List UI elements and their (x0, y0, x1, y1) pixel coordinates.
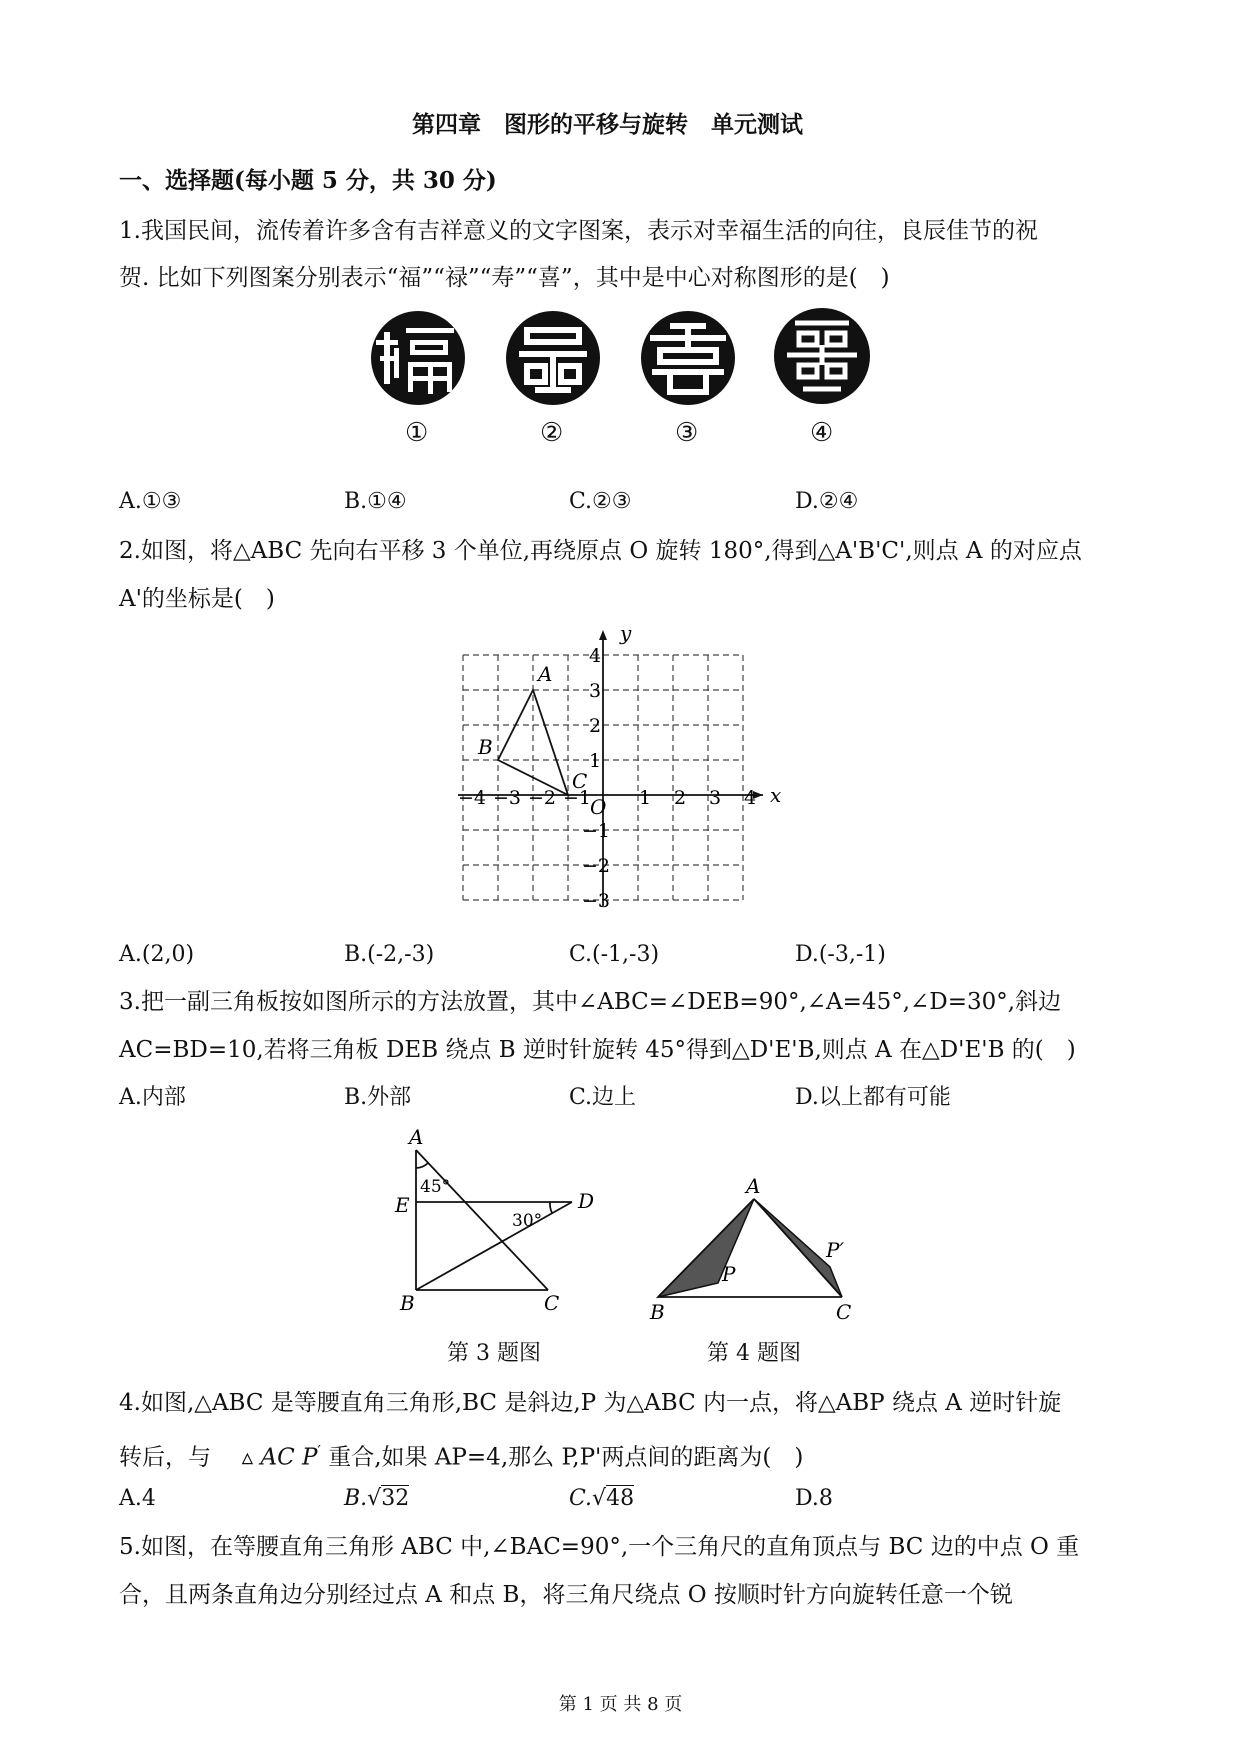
sqrt-icon: √ (592, 1486, 607, 1511)
y-tick: 1 (589, 750, 602, 772)
fig4-label-p-prime: P′ (826, 1238, 844, 1262)
q4-text-part-1: 转后，与 (119, 1444, 211, 1471)
question-3-line-2: AC=BD=10,若将三角板 DEB 绕点 B 逆时针旋转 45°得到△D'E'B,则点 A 在△D'E'B 的( ) (119, 1037, 1076, 1063)
fig3-label-e: E (395, 1193, 410, 1217)
fig3-label-a: A (409, 1125, 424, 1149)
seal-label-4: ④ (810, 418, 834, 448)
point-b-label: B (478, 735, 493, 759)
fig4-caption: 第 4 题图 (707, 1341, 801, 1366)
y-tick: −2 (582, 855, 611, 877)
page-title: 第四章 图形的平移与旋转 单元测试 (412, 111, 803, 138)
x-tick: 4 (744, 787, 757, 809)
q3-option-d[interactable]: D.以上都有可能 (795, 1085, 951, 1110)
q4-option-c-radicand: 48 (606, 1486, 635, 1511)
page-footer: 第 1 页 共 8 页 (558, 1694, 683, 1715)
y-tick: 3 (589, 680, 602, 702)
y-tick: −1 (582, 820, 611, 842)
q4-triangle-symbol: ▵ AC P (241, 1444, 318, 1471)
point-a-label: A (538, 662, 553, 686)
seal-xi-icon (773, 307, 871, 405)
sqrt-icon: √ (367, 1486, 382, 1511)
q1-option-d[interactable]: D.②④ (795, 489, 859, 514)
q4-prime-mark: ′ (317, 1442, 321, 1460)
q4-option-c[interactable] (569, 1484, 634, 1514)
x-tick: 1 (639, 787, 652, 809)
question-2-line-1: 2.如图，将△ABC 先向右平移 3 个单位,再绕原点 O 旋转 180°,得到△A'B'C',则点 A 的对应点 (119, 538, 1082, 564)
fig3-label-d: D (578, 1189, 595, 1213)
seal-label-3: ③ (675, 418, 699, 448)
q4-option-b-radicand: 32 (381, 1486, 410, 1511)
q3-option-b[interactable]: B.外部 (344, 1085, 412, 1110)
x-tick: 3 (709, 787, 722, 809)
fig3-label-b: B (400, 1291, 415, 1315)
x-tick: −3 (493, 787, 522, 809)
point-c-label: C (572, 769, 588, 793)
q1-option-a[interactable]: A.①③ (119, 489, 182, 514)
y-tick: 4 (589, 645, 602, 667)
question-4-line-2 (119, 1436, 803, 1473)
q3-option-c[interactable]: C.边上 (569, 1085, 637, 1110)
fig4-label-a: A (746, 1174, 761, 1198)
question-1-line-1: 1.我国民间，流传着许多含有吉祥意义的文字图案，表示对幸福生活的向往，良辰佳节的祝 (119, 218, 1038, 244)
seal-label-1: ① (405, 418, 429, 448)
question-3-line-1: 3.把一副三角板按如图所示的方法放置，其中∠ABC=∠DEB=90°,∠A=45°,∠D=30°,斜边 (119, 989, 1062, 1015)
section-heading: 一、选择题(每小题 5 分，共 30 分) (119, 167, 497, 194)
fig4-label-p: P (722, 1262, 736, 1286)
q2-option-b[interactable]: B.(-2,-3) (344, 942, 435, 967)
question-1-line-2: 贺. 比如下列图案分别表示“福”“禄”“寿”“喜”，其中是中心对称图形的是( ) (119, 265, 890, 291)
q4-text-part-2: 重合,如果 AP=4,那么 P,P'两点间的距离为( ) (328, 1444, 804, 1471)
fig4-label-b: B (650, 1300, 665, 1324)
fig3-angle-45: 45° (420, 1177, 451, 1197)
y-tick: −3 (582, 890, 611, 912)
question-4-line-1: 4.如图,△ABC 是等腰直角三角形,BC 是斜边,P 为△ABC 内一点，将△ABP 绕点 A 逆时针旋 (119, 1390, 1062, 1416)
fig3-label-c: C (544, 1291, 560, 1315)
seal-fu-icon (370, 310, 466, 406)
q4-option-d[interactable]: D.8 (795, 1486, 833, 1511)
q2-coordinate-grid (458, 621, 788, 916)
q4-triangle-figure (650, 1174, 870, 1325)
q4-option-c-prefix: C. (569, 1486, 593, 1511)
q3-option-a[interactable]: A.内部 (119, 1085, 186, 1110)
q4-option-a[interactable]: A.4 (119, 1486, 156, 1511)
seal-label-2: ② (540, 418, 564, 448)
origin-label: O (590, 795, 607, 819)
x-axis-label: x (770, 783, 782, 807)
y-tick: 2 (589, 715, 602, 737)
q2-option-c[interactable]: C.(-1,-3) (569, 942, 660, 967)
x-tick: −2 (528, 787, 557, 809)
question-2-line-2: A'的坐标是( ) (119, 586, 275, 612)
fig3-caption: 第 3 题图 (447, 1341, 541, 1366)
q4-option-b[interactable] (344, 1484, 409, 1514)
seal-lu-icon (505, 310, 601, 406)
q2-option-a[interactable]: A.(2,0) (119, 942, 195, 967)
q2-option-d[interactable]: D.(-3,-1) (795, 942, 886, 967)
q4-option-b-prefix: B. (344, 1486, 368, 1511)
q3-triangle-figure (390, 1125, 610, 1315)
seal-shou-icon (640, 310, 736, 406)
question-5-line-1: 5.如图，在等腰直角三角形 ABC 中,∠BAC=90°,一个三角尺的直角顶点与 BC 边的中点 O 重 (119, 1534, 1080, 1560)
question-5-line-2: 合，且两条直角边分别经过点 A 和点 B，将三角尺绕点 O 按顺时针方向旋转任意一个锐 (119, 1582, 1013, 1608)
y-axis-label: y (620, 621, 632, 645)
x-tick: −1 (563, 787, 592, 809)
q1-option-b[interactable]: B.①④ (344, 489, 407, 514)
fig3-angle-30: 30° (512, 1211, 543, 1231)
fig4-label-c: C (836, 1300, 852, 1324)
x-tick: −4 (458, 787, 487, 809)
x-tick: 2 (674, 787, 687, 809)
q1-option-c[interactable]: C.②③ (569, 489, 632, 514)
